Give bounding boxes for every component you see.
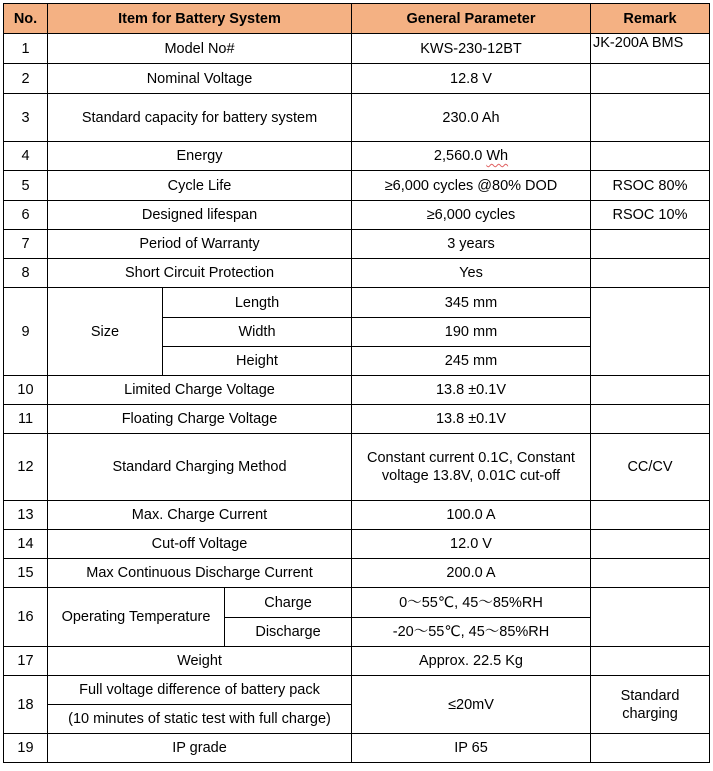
row-remark xyxy=(591,559,710,588)
row-no: 6 xyxy=(4,201,48,230)
size-width-value: 190 mm xyxy=(352,318,591,347)
size-width-label: Width xyxy=(163,318,352,347)
row-item: Period of Warranty xyxy=(48,230,352,259)
table-row xyxy=(4,230,710,259)
row-param: Yes xyxy=(352,259,591,288)
table-row xyxy=(4,647,710,676)
row-no: 16 xyxy=(4,588,48,647)
temp-charge-value: 0～55℃, 45～85%RH xyxy=(352,588,591,618)
row-no: 14 xyxy=(4,530,48,559)
row-param: 12.8 V xyxy=(352,64,591,94)
row-param xyxy=(352,142,591,171)
row-remark xyxy=(591,501,710,530)
row-remark: JK-200A BMS xyxy=(591,34,710,64)
row-remark xyxy=(591,259,710,288)
row-no: 13 xyxy=(4,501,48,530)
row-remark xyxy=(591,230,710,259)
row-no: 3 xyxy=(4,94,48,142)
row-param xyxy=(352,434,591,501)
table-row xyxy=(4,588,710,618)
row-item: Size xyxy=(48,288,163,376)
row-param: IP 65 xyxy=(352,734,591,763)
row-no: 1 xyxy=(4,34,48,64)
row-remark: RSOC 80% xyxy=(591,171,710,201)
header-row xyxy=(4,4,710,34)
row-no: 9 xyxy=(4,288,48,376)
row-no: 10 xyxy=(4,376,48,405)
row-no: 19 xyxy=(4,734,48,763)
row-remark xyxy=(591,288,710,376)
row-remark xyxy=(591,734,710,763)
row-item: Max Continuous Discharge Current xyxy=(48,559,352,588)
table-row xyxy=(4,676,710,705)
row-remark xyxy=(591,376,710,405)
size-length-label: Length xyxy=(163,288,352,318)
row-remark xyxy=(591,142,710,171)
row-param: Approx. 22.5 Kg xyxy=(352,647,591,676)
row-no: 2 xyxy=(4,64,48,94)
table-row xyxy=(4,530,710,559)
size-height-value: 245 mm xyxy=(352,347,591,376)
table-row xyxy=(4,64,710,94)
row-remark xyxy=(591,676,710,734)
table-row xyxy=(4,94,710,142)
row-item-line2: (10 minutes of static test with full charge) xyxy=(48,705,352,734)
row-item: Model No# xyxy=(48,34,352,64)
row-param: ≤20mV xyxy=(352,676,591,734)
row-param: 13.8 ±0.1V xyxy=(352,376,591,405)
table-row xyxy=(4,501,710,530)
row-param: 200.0 A xyxy=(352,559,591,588)
row-no: 5 xyxy=(4,171,48,201)
row-no: 12 xyxy=(4,434,48,501)
remark-line2: charging xyxy=(622,705,678,722)
row-item: Weight xyxy=(48,647,352,676)
charging-method-line2: voltage 13.8V, 0.01C cut-off xyxy=(381,468,561,484)
size-height-label: Height xyxy=(163,347,352,376)
row-item: Standard capacity for battery system xyxy=(48,94,352,142)
row-item: Designed lifespan xyxy=(48,201,352,230)
row-remark xyxy=(591,530,710,559)
row-no: 17 xyxy=(4,647,48,676)
header-remark: Remark xyxy=(591,4,710,34)
header-param: General Parameter xyxy=(352,4,591,34)
table-row xyxy=(4,34,710,64)
table-row xyxy=(4,288,710,318)
row-param: 100.0 A xyxy=(352,501,591,530)
row-param: 13.8 ±0.1V xyxy=(352,405,591,434)
row-param: ≥6,000 cycles @80% DOD xyxy=(352,171,591,201)
temp-discharge-label: Discharge xyxy=(225,618,352,647)
row-no: 8 xyxy=(4,259,48,288)
table-row xyxy=(4,142,710,171)
row-item: Limited Charge Voltage xyxy=(48,376,352,405)
row-item: Cut-off Voltage xyxy=(48,530,352,559)
row-no: 18 xyxy=(4,676,48,734)
row-item: Cycle Life xyxy=(48,171,352,201)
row-item: IP grade xyxy=(48,734,352,763)
row-item: Short Circuit Protection xyxy=(48,259,352,288)
row-param: 230.0 Ah xyxy=(352,94,591,142)
charging-method-line1: Constant current 0.1C, Constant xyxy=(367,450,575,466)
row-param: ≥6,000 cycles xyxy=(352,201,591,230)
row-remark xyxy=(591,647,710,676)
row-remark xyxy=(591,588,710,647)
temp-discharge-value: -20～55℃, 45～85%RH xyxy=(352,618,591,647)
table-row xyxy=(4,405,710,434)
row-no: 7 xyxy=(4,230,48,259)
row-item: Nominal Voltage xyxy=(48,64,352,94)
row-item: Operating Temperature xyxy=(48,588,225,647)
header-no: No. xyxy=(4,4,48,34)
row-item-line1: Full voltage difference of battery pack xyxy=(48,676,352,705)
row-param: 12.0 V xyxy=(352,530,591,559)
row-item: Standard Charging Method xyxy=(48,434,352,501)
row-remark xyxy=(591,64,710,94)
table-row xyxy=(4,559,710,588)
row-param: 3 years xyxy=(352,230,591,259)
row-no: 11 xyxy=(4,405,48,434)
row-param: KWS-230-12BT xyxy=(352,34,591,64)
row-remark: CC/CV xyxy=(591,434,710,501)
energy-unit: Wh xyxy=(486,148,509,164)
row-remark xyxy=(591,94,710,142)
row-item: Floating Charge Voltage xyxy=(48,405,352,434)
header-item: Item for Battery System xyxy=(48,4,352,34)
energy-value: 2,560.0 xyxy=(433,148,483,164)
table-row xyxy=(4,376,710,405)
row-no: 15 xyxy=(4,559,48,588)
row-remark: RSOC 10% xyxy=(591,201,710,230)
row-item: Max. Charge Current xyxy=(48,501,352,530)
row-no: 4 xyxy=(4,142,48,171)
size-length-value: 345 mm xyxy=(352,288,591,318)
table-row xyxy=(4,734,710,763)
temp-charge-label: Charge xyxy=(225,588,352,618)
remark-line1: Standard xyxy=(620,687,680,704)
table-row xyxy=(4,201,710,230)
battery-spec-table xyxy=(3,3,710,763)
row-remark xyxy=(591,405,710,434)
table-row xyxy=(4,171,710,201)
row-item: Energy xyxy=(48,142,352,171)
table-row xyxy=(4,259,710,288)
table-row xyxy=(4,434,710,501)
